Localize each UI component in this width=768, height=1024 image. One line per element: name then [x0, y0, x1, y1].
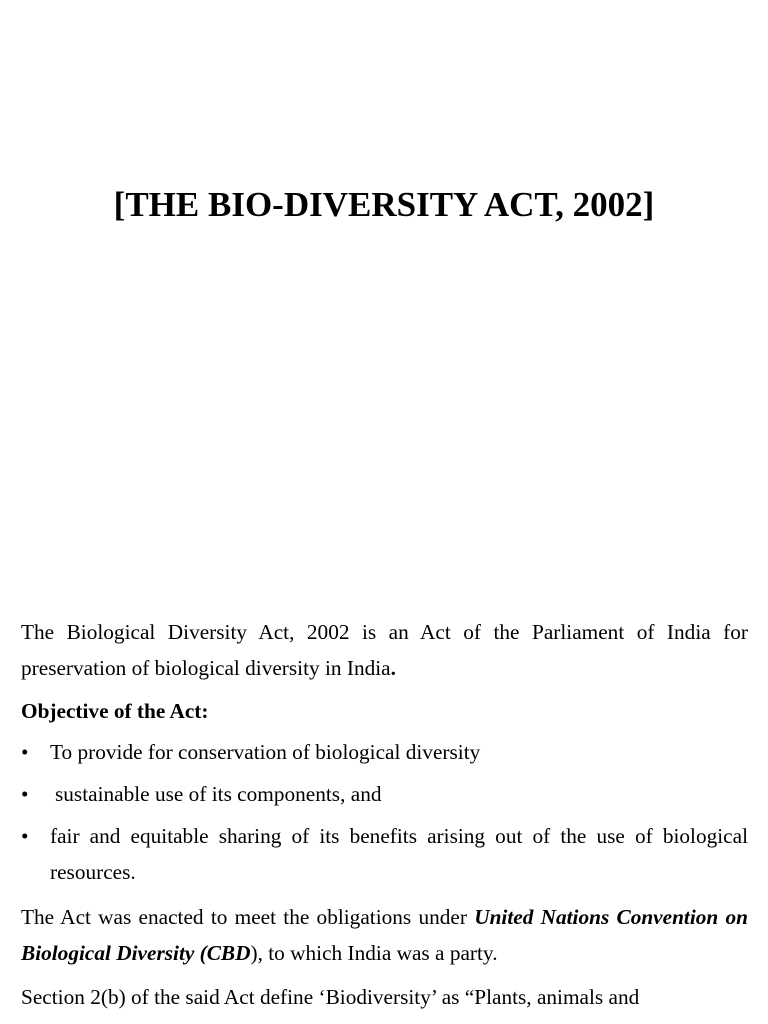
list-item — [21, 734, 748, 770]
objective-text: fair and equitable sharing of its benefits arising out of the use of biological resources. — [50, 824, 748, 884]
intro-paragraph — [21, 614, 748, 686]
bullet-icon: • — [21, 782, 29, 806]
objective-text: To provide for conservation of biological diversity — [50, 740, 481, 764]
intro-end-mark: . — [390, 656, 396, 680]
objective-heading: Objective of the Act: — [21, 699, 209, 723]
list-item — [21, 776, 748, 812]
list-item — [21, 818, 748, 890]
bullet-icon: • — [21, 824, 29, 848]
intro-text: The Biological Diversity Act, 2002 is an Act of the Parliament of India for preservation of biological diversity in India — [21, 620, 748, 680]
bullet-icon: • — [21, 740, 29, 764]
objectives-list — [21, 734, 748, 896]
convention-name: United Nations Convention on Biological Diversity (CBD — [21, 905, 749, 965]
objective-text: sustainable use of its components, and — [55, 782, 382, 806]
section-definition: Section 2(b) of the said Act define ‘Biodiversity’ as “Plants, animals and — [21, 985, 640, 1009]
enactment-paragraph — [21, 899, 748, 971]
enactment-prefix: The Act was enacted to meet the obligations under — [21, 905, 475, 929]
page-title: [THE BIO-DIVERSITY ACT, 2002] — [113, 185, 655, 224]
enactment-suffix: ), to which India was a party. — [250, 941, 498, 965]
